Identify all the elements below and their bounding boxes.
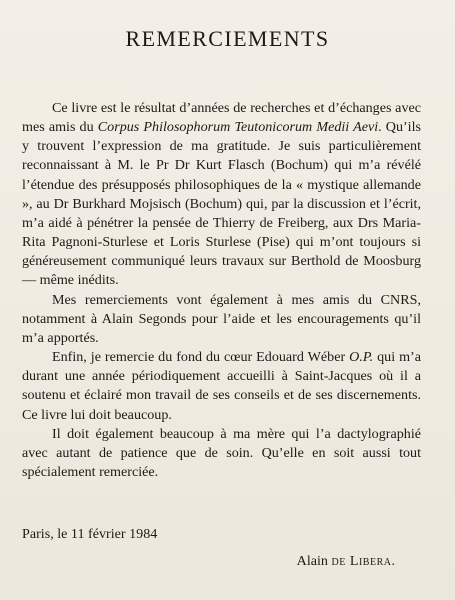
paragraph-3 [22,348,421,425]
paragraph-1 [22,99,421,291]
page-title: REMERCIEMENTS [125,26,330,51]
author-signature [297,553,395,570]
paragraph-3-part-1: Enfin, je remercie du fond du cœur Edouard Wéber [52,349,350,366]
paragraph-2: Mes remerciements vont également à mes amis du CNRS, notamment à Alain Segonds pour l’aide et les encouragements qu’il m’a apportés. [22,291,421,346]
place-date: Paris, le 11 février 1984 [22,526,158,542]
author-last-name: de Libera [331,553,392,569]
paragraph-1-part-3: . Qu’ils y trouvent l’expression de ma gratitude. Je suis particulièrement reconnaissant à M. le Pr Dr Kurt Flasch (Bochum) qui m’a révélé l’étendue des présupposés philosophiques de la « mystique allemande », au Dr Burkhard Mojsisch (Bochum) qui, par la discussion et l’écrit, m’a aidé à pénétrer la pensée de Thierry de Freiberg, aux Drs Maria-Rita Pagnoni-Sturlese et Loris Sturlese (Pise) qui m’ont toujours si généreusement communiqué leurs travaux sur Berthold de Moosburg — même inédits. [22,119,421,289]
author-period: . [391,553,395,569]
paragraph-3-part-3: qui m’a durant une année périodiquement accueilli à Saint-Jacques où il a soutenu et éclairé mon travail de ses conseils et de ses discernements. Ce livre lui doit beaucoup. [22,349,422,423]
author-first-name: Alain [296,553,328,569]
corpus-title: Corpus Philosophorum Teutonicorum Medii Aevi [97,119,379,136]
paragraph-1-part-1: Ce livre est le résultat d’années de recherches et d’échanges avec mes amis du [22,100,421,136]
paragraph-4: Il doit également beaucoup à ma mère qui l’a dactylographié avec autant de patience que de soin. Qu’elle en soit aussi tout spécialement remerciée. [22,425,421,480]
acknowledgements-text [22,99,421,482]
order-abbreviation: O.P. [349,349,374,366]
